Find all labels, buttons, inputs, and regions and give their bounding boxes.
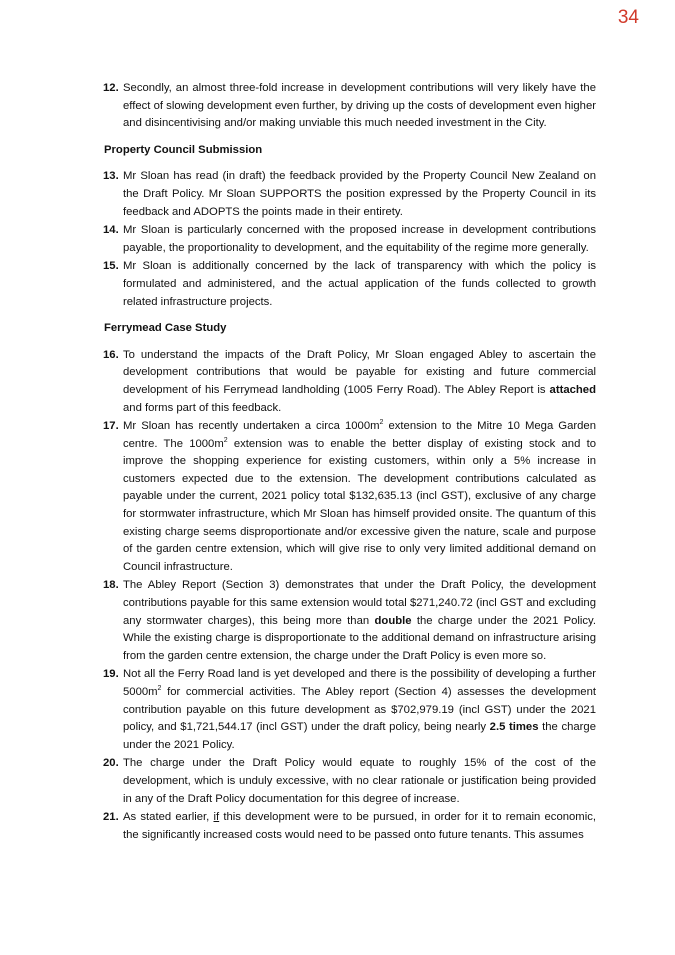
- paragraph-20: [104, 755, 596, 808]
- paragraph-text: the charge under the 2021 Policy.: [123, 721, 596, 751]
- paragraph-13: [104, 168, 596, 221]
- paragraph-text: The Abley Report (Section 3) demonstrates that under the Draft Policy, the development contributions payable for this same extension would total $271,240.72 (incl GST and excluding any stormwater charges), this being more than: [123, 579, 596, 627]
- paragraph-text: this development were to be pursued, in order for it to remain economic, the significantly increased costs would need to be passed onto future tenants. This assumes: [123, 811, 596, 841]
- superscript: 2: [379, 419, 384, 427]
- paragraph-text: Mr Sloan is particularly concerned with the proposed increase in development contributions payable, the proportionality to development, and the equitability of the regime more generally.: [123, 224, 596, 254]
- paragraph-number: 19.: [103, 668, 119, 681]
- paragraph-19: [104, 666, 596, 754]
- paragraph-number: 13.: [103, 170, 119, 183]
- paragraph-number: 17.: [103, 420, 119, 433]
- paragraph-text: Mr Sloan has read (in draft) the feedback provided by the Property Council New Zealand on the Draft Policy. Mr Sloan SUPPORTS the position expressed by the Property Council in its feedback and ADOPTS the points made in their entirety.: [123, 170, 596, 218]
- paragraph-text: the charge under the 2021 Policy. While the existing charge is disproportionate to the additional demand on infrastructure arising from the garden centre extension, the charge under the Draft Policy is even more so.: [123, 614, 596, 662]
- paragraph-number: 15.: [103, 260, 119, 273]
- emphasis-2-5-times: 2.5 times: [489, 721, 539, 734]
- paragraph-text: Mr Sloan is additionally concerned by the lack of transparency with which the policy is formulated and administered, and the actual application of the funds collected to growth related infrastructure projects.: [123, 260, 596, 308]
- paragraph-17: [104, 418, 596, 576]
- paragraph-number: 20.: [103, 757, 119, 770]
- page-number: 34: [617, 7, 639, 28]
- document-body: [104, 80, 596, 845]
- paragraph-number: 16.: [103, 348, 119, 361]
- paragraph-text: As stated earlier,: [123, 811, 214, 824]
- paragraph-12: [104, 80, 596, 133]
- paragraph-number: 21.: [103, 811, 119, 824]
- emphasis-attached: attached: [549, 383, 596, 396]
- paragraph-number: 12.: [103, 82, 119, 94]
- paragraph-number: 14.: [103, 224, 119, 237]
- paragraph-text: Secondly, an almost three-fold increase in development contributions will very likely have the effect of slowing development even further, by driving up the costs of development even higher and disincentivising and/or making unviable this much needed investment in the City.: [123, 82, 596, 130]
- paragraph-text: for commercial activities. The Abley report (Section 4) assesses the development contribution payable on this future development as $702,979.19 (incl GST) under the 2021 policy, and $1,721,544.17 (incl GST) under the draft policy, being nearly: [123, 686, 596, 734]
- paragraph-16: [104, 347, 596, 417]
- paragraph-text: extension was to enable the better display of existing stock and to improve the shopping experience for existing customers, within only a 5% increase in customers expected due to the extension. The development contributions calculated as payable under the current, 2021 policy total $132,635.13 (incl GST), exclusive of any charge for stormwater infrastructure, which Mr Sloan has himself provided onsite. The quantum of this existing charge seems disproportionate and/or excessive given the nature, scale and purpose of the garden centre extension, which will give rise to only very limited additional demand on Council infrastructure.: [123, 437, 596, 573]
- paragraph-text: Not all the Ferry Road land is yet developed and there is the possibility of developing a further 5000m: [123, 668, 596, 698]
- superscript: 2: [157, 685, 162, 693]
- paragraph-21: [104, 809, 596, 844]
- paragraph-text: The charge under the Draft Policy would equate to roughly 15% of the cost of the development, which is unduly excessive, with no clear rationale or justification being provided in any of the Draft Policy documentation for this degree of increase.: [123, 757, 596, 805]
- paragraph-text: and forms part of this feedback.: [123, 401, 282, 414]
- paragraph-text: extension to the Mitre 10 Mega Garden centre. The 1000m: [123, 420, 596, 450]
- superscript: 2: [223, 436, 228, 444]
- paragraph-text: Mr Sloan has recently undertaken a circa 1000m: [123, 420, 380, 433]
- section-heading-property-council: Property Council Submission: [104, 143, 263, 156]
- paragraph-text: To understand the impacts of the Draft Policy, Mr Sloan engaged Abley to ascertain the development contributions that would be payable for existing and future commercial development of his Ferrymead landholding (1005 Ferry Road). The Abley Report is: [123, 348, 596, 396]
- paragraph-14: [104, 222, 596, 257]
- paragraph-number: 18.: [103, 579, 119, 592]
- emphasis-if: if: [213, 811, 220, 824]
- section-heading-ferrymead: Ferrymead Case Study: [104, 322, 227, 335]
- emphasis-double: double: [374, 614, 412, 627]
- paragraph-18: [104, 577, 596, 665]
- paragraph-15: [104, 258, 596, 311]
